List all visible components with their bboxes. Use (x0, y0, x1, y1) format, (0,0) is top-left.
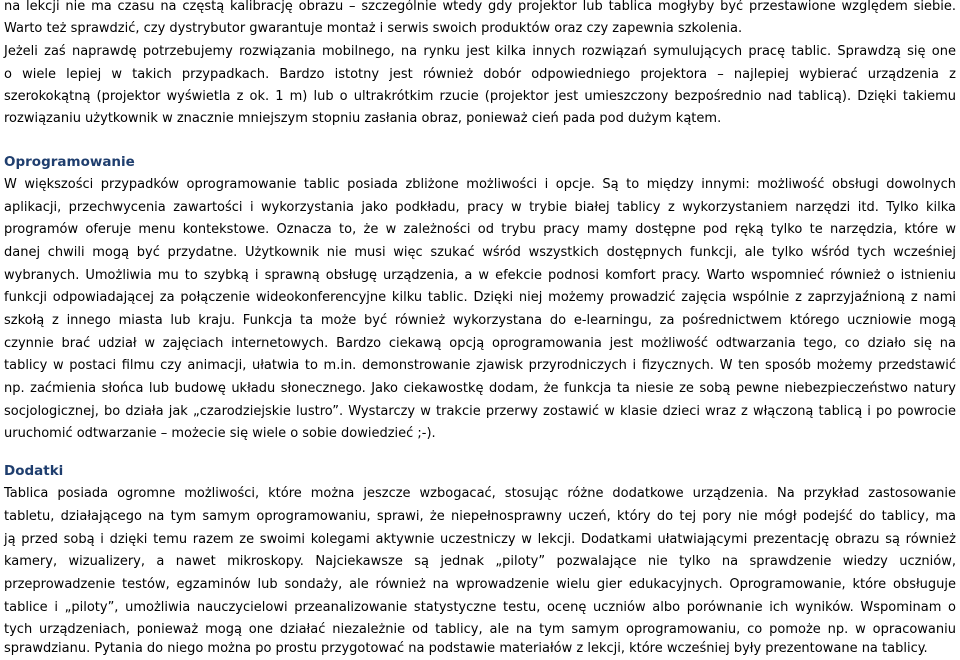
software-line-10: np. zaćmienia słońca lub budowę układu słonecznego. Jako ciekawostkę dodam, że funkcja ta niesie ze sobą pewne niebezpieczeństwo natury (4, 381, 956, 396)
extras-line-8: sprawdzianu. Pytania do niego można po prostu przygotować na podstawie materiałów z lekcji, które wcześniej były prezentowane na tablicy. (4, 641, 928, 656)
software-line-3: programów oferuje menu kontekstowe. Oznacza to, że w zależności od trybu pracy mamy dostępne pod ręką tylko te narzędzia, które w (4, 222, 956, 237)
software-line-9: tablicy w postaci filmu czy animacji, ułatwia to m.in. demonstrowanie zjawisk przyrodniczych i fizycznych. W ten sposób możemy przedstawić (4, 358, 956, 373)
intro-line-2: Warto też sprawdzić, czy dystrybutor gwarantuje montaż i serwis swoich produktów oraz czy zapewnia szkolenia. (4, 21, 743, 36)
software-line-6: funkcji odpowiadającej za połączenie wideokonferencyjne kilku tablic. Dzięki niej możemy prowadzić zajęcia wspólnie z zaprzyjaźnioną z nami (4, 290, 956, 305)
software-line-2: aplikacji, przechwycenia zawartości i wykorzystania jako podkładu, pracy w trybie białej tablicy z wykorzystaniem narzędzi itd. Tylko kilka (4, 200, 956, 215)
software-line-7: szkołą z innego miasta lub kraju. Funkcja ta może być również wykorzystana do e-learningu, za pośrednictwem którego uczniowie mogą (4, 313, 956, 328)
software-line-8: czynnie brać udział w zajęciach internetowych. Bardzo ciekawą opcją oprogramowania jest możliwość odtwarzania tego, co działo się na (4, 336, 956, 351)
extras-line-6: tablice i „piloty”, umożliwia nauczycielowi przeanalizowanie statystyczne testu, ocenę uczniów albo porównanie ich wyników. Wspominam o (4, 600, 956, 615)
extras-line-4: kamery, wizualizery, a nawet mikroskopy. Najciekawsze są jednak „piloty” pozwalające nie tylko na sprawdzenie wiedzy uczniów, (4, 554, 956, 569)
intro-line-6: rozwiązaniu użytkownik w znacznie mniejszym stopniu zasłania obraz, ponieważ cień pada pod dużym kątem. (4, 111, 722, 126)
section-heading-extras: Dodatki (4, 463, 64, 479)
extras-line-1: Tablica posiada ogromne możliwości, które można jeszcze wzbogacać, stosując różne dodatkowe urządzenia. Na przykład zastosowanie (4, 486, 956, 501)
software-line-12: uruchomić odtwarzanie – możecie się wiele o sobie dowiedzieć ;-). (4, 426, 436, 441)
intro-line-3: Jeżeli zaś naprawdę potrzebujemy rozwiązania mobilnego, na rynku jest kilka innych rozwiązań symulujących pracę tablic. Sprawdzą się one (4, 44, 956, 59)
intro-line-4: o wiele lepiej w takich przypadkach. Bardzo istotny jest również dobór odpowiedniego projektora – najlepiej wybierać urządzenia z (4, 67, 956, 82)
extras-line-2: tabletu, działającego na tym samym oprogramowaniu, sprawi, że niepełnosprawny uczeń, który do tej pory nie mógł podejść do tablicy, ma (4, 509, 956, 524)
software-line-4: danej chwili mogą być przydatne. Użytkownik nie musi więc szukać wśród wszystkich dostępnych funkcji, ale tylko wśród tych wcześniej (4, 245, 956, 260)
extras-line-3: ją przed sobą i dzięki temu razem ze swoimi kolegami aktywnie uczestniczy w lekcji. Dodatkami ułatwiającymi prezentację obrazu są również (4, 532, 956, 547)
intro-line-1: na lekcji nie ma czasu na częstą kalibrację obrazu – szczególnie wtedy gdy projektor lub tablica mogłyby być przestawione względem siebie. (4, 0, 956, 14)
extras-line-7: tych urządzeniach, ponieważ mogą one działać niezależnie od tablicy, ale na tym samym oprogramowaniu, co pomoże np. w opracowaniu (4, 622, 956, 637)
section-heading-software: Oprogramowanie (4, 154, 135, 170)
software-line-1: W większości przypadków oprogramowanie tablic posiada zbliżone możliwości i opcje. Są to między innymi: możliwość obsługi dowolnych (4, 177, 956, 192)
extras-line-5: przeprowadzenie testów, egzaminów lub sondaży, ale również na wprowadzenie wielu gier edukacyjnych. Oprogramowanie, które obsługuje (4, 577, 956, 592)
software-line-5: wybranych. Umożliwia mu to szybką i sprawną obsługę urządzenia, a w efekcie podnosi komfort pracy. Warto wspomnieć również o istnieniu (4, 268, 956, 283)
software-line-11: socjologicznej, bo działa jak „czarodziejskie lustro”. Wystarczy w trakcie przerwy zostawić w klasie dzieci wraz z włączoną tablicą i po powrocie (4, 404, 956, 419)
intro-line-5: szerokokątną (projektor wyświetla z ok. 1 m) lub o ultrakrótkim rzucie (projektor jest umieszczony bezpośrednio nad tablicą). Dzięki takiemu (4, 89, 956, 104)
